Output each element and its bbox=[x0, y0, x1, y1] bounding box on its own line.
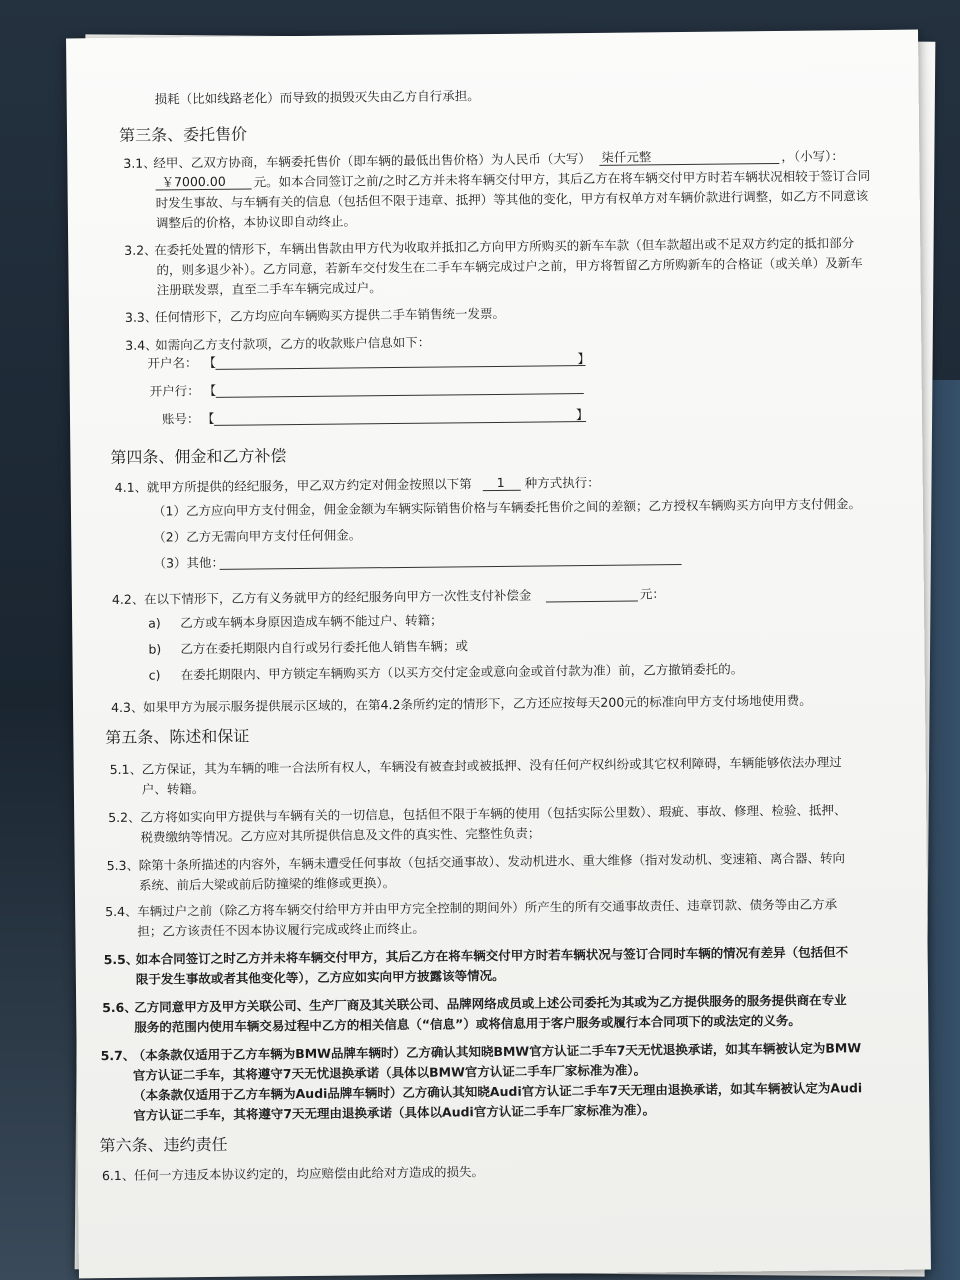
account-name-bracket-right: 】 bbox=[577, 350, 590, 367]
section-4-title: 第四条、佣金和乙方补偿 bbox=[110, 446, 287, 468]
clause-5-2-number: 5.2、 bbox=[108, 809, 141, 826]
clause-5-2-line1: 乙方将如实向甲方提供与车辆有关的一切信息，包括但不限于车辆的使用（包括实际公里数）、瑕疵、事故、修理、检验、抵押、 bbox=[140, 802, 847, 825]
account-name-field[interactable] bbox=[215, 349, 585, 370]
price-lower-field[interactable] bbox=[155, 173, 251, 191]
account-number-bracket-right: 】 bbox=[575, 407, 589, 423]
clause-5-6-number: 5.6、 bbox=[102, 999, 137, 1016]
clause-3-3-number: 3.3、 bbox=[124, 309, 158, 325]
clause-4-2-c-text: 在委托期限内、甲方锁定车辆购买方（以买方交付定金或意向金或首付款为准）前，乙方撤销委托的。 bbox=[180, 661, 744, 683]
clause-5-4-number: 5.4、 bbox=[105, 903, 138, 920]
clause-3-2-line2: 的，则多退少补）。乙方同意，若新车交付发生在二手车车辆完成过户之前，甲方将暂留乙方所购新车的合格证（或关单）及新车 bbox=[156, 255, 863, 278]
clause-3-4-number: 3.4、 bbox=[125, 337, 158, 353]
clause-4-2-a-text: 乙方或车辆本身原因造成车辆不能过户、转籍； bbox=[180, 612, 443, 631]
clause-5-3-number: 5.3、 bbox=[106, 857, 140, 874]
clause-5-1-line2: 户、转籍。 bbox=[141, 781, 205, 797]
clause-5-4-line1: 车辆过户之前（除乙方将车辆交付给甲方并由甲方完全控制的期间外）所产生的所有交通事故责任、违章罚款、债务等由乙方承 bbox=[137, 896, 838, 919]
clause-3-1-number: 3.1、 bbox=[123, 155, 156, 171]
clause-3-2-number: 3.2、 bbox=[124, 242, 157, 258]
section-3-title: 第三条、委托售价 bbox=[118, 124, 248, 145]
commission-option-1: （1）乙方应向甲方支付佣金，佣金金额为车辆实际销售价格与车辆委托售价之间的差额；乙方授权车辆购买方向甲方支付佣金。 bbox=[152, 496, 861, 519]
clause-3-1-line3: 时发生事故、与车辆有关的信息（包括但不限于违章、抵押）等其他的变化，甲方有权单方对车辆价款进行调整，如乙方不同意该 bbox=[155, 188, 869, 211]
commission-option-field[interactable] bbox=[483, 474, 521, 491]
section-5-title: 第五条、陈述和保证 bbox=[105, 726, 250, 748]
clause-5-7-number: 5.7、 bbox=[100, 1047, 136, 1064]
clause-5-3-line2: 系统、前后大梁或前后防撞梁的维修或更换）。 bbox=[138, 875, 396, 893]
clause-5-6-line1: 乙方同意甲方及甲方关联公司、生产厂商及其关联公司、品牌网络成员或上述公司委托为其或为乙方提供服务的服务提供商在专业 bbox=[134, 992, 847, 1015]
price-upper-field[interactable] bbox=[599, 147, 779, 166]
account-number-bracket-left: 【 bbox=[201, 410, 215, 427]
clause-3-2-line3: 注册联发票，直至二手车车辆完成过户。 bbox=[156, 280, 382, 298]
clause-5-5-line1: 如本合同签订之时乙方并未将车辆交付甲方，其后乙方在将车辆交付甲方时若车辆状况与签订合同时车辆的情况有差异（包括但不 bbox=[135, 944, 849, 967]
clause-5-7-line2: 官方认证二手车，其将遵守7天无忧退换承诺（具体以BMW官方认证二手车厂家标准为准）。 bbox=[132, 1062, 647, 1083]
clause-5-7-line4: 官方认证二手车，其将遵守7天无理由退换承诺（具体以Audi官方认证二手车厂家标准为准）。 bbox=[133, 1102, 656, 1123]
clause-3-2-line1: 在委托处置的情形下，车辆出售款由甲方代为收取并抵扣乙方向甲方所购买的新车车款（但车款超出或不足双方约定的抵扣部分 bbox=[154, 235, 855, 258]
clause-5-3-line1: 除第十条所描述的内容外，车辆未遭受任何事故（包括交通事故）、发动机进水、重大维修（指对发动机、变速箱、离合器、转向 bbox=[138, 850, 845, 873]
clause-4-2-b-text: 乙方在委托期限内自行或另行委托他人销售车辆；或 bbox=[180, 638, 468, 657]
account-bank-label: 开户行： bbox=[149, 383, 200, 399]
section-6-title: 第六条、违约责任 bbox=[99, 1134, 228, 1156]
clause-4-2-a-label: a) bbox=[148, 615, 161, 631]
clause-5-6-line2: 服务的范围内使用车辆交易过程中乙方的相关信息（“信息”）或将信息用于客户服务或履行本合同项下的或法定的义务。 bbox=[134, 1012, 801, 1035]
clause-5-4-line2: 担；乙方该责任不因本协议履行完成或终止而终止。 bbox=[137, 920, 425, 939]
clause-5-5-number: 5.5、 bbox=[103, 951, 139, 968]
clause-4-1-number: 4.1、 bbox=[114, 479, 148, 495]
clause-3-1-text: 经甲、乙双方协商，车辆委托售价（即车辆的最低出售价格）为人民币（大写） bbox=[153, 150, 591, 171]
clause-4-3-line1: 如果甲方为展示服务提供展示区域的，在第4.2条所约定的情形下，乙方还应按每天200元的标准向甲方支付场地使用费。 bbox=[142, 692, 812, 715]
clause-5-2-line2: 税费缴纳等情况。乙方应对其所提供信息及文件的真实性、完整性负责； bbox=[140, 825, 541, 845]
commission-option-3: （3）其他： bbox=[153, 554, 225, 571]
clause-5-1-line1: 乙方保证，其为车辆的唯一合法所有权人，车辆没有被查封或被抵押、没有任何产权纠纷或其它权利障碍，车辆能够依法办理过 bbox=[141, 754, 842, 777]
commission-option-2: （2）乙方无需向甲方支付任何佣金。 bbox=[153, 527, 362, 545]
account-number-field[interactable] bbox=[214, 405, 586, 426]
price-upper-value: 柒仟元整 bbox=[601, 149, 652, 165]
account-number-label: 账号： bbox=[161, 411, 200, 427]
account-name-bracket-left: 【 bbox=[203, 354, 217, 371]
clause-5-1-number: 5.1、 bbox=[109, 761, 143, 778]
clause-5-7-line3: （本条款仅适用于乙方车辆为Audi品牌车辆时）乙方确认其知晓Audi官方认证二手车7天无理由退换承诺，如其车辆被认定为Audi bbox=[133, 1080, 863, 1103]
clause-4-2-text: 在以下情形下，乙方有义务就甲方的经纪服务向甲方一次性支付补偿金 bbox=[143, 587, 532, 607]
clause-3-1-lower-label: ，（小写）： bbox=[781, 148, 844, 164]
clause-5-5-line2: 限于发生事故或者其他变化等），乙方应如实向甲方披露该等情况。 bbox=[135, 967, 505, 987]
clause-3-4-line1: 如需向乙方支付款项，乙方的收款账户信息如下： bbox=[155, 334, 431, 353]
clause-4-2-number: 4.2、 bbox=[111, 591, 145, 608]
clause-4-2-b-label: b) bbox=[148, 641, 162, 657]
clause-3-1-line2: 元。如本合同签订之前/之时乙方并未将车辆交付甲方，其后乙方在将车辆交付甲方时若车辆状况相较于签订合同 bbox=[253, 168, 871, 190]
compensation-amount-field[interactable] bbox=[546, 585, 638, 603]
account-bank-field[interactable] bbox=[216, 377, 584, 398]
clause-4-2-c-label: c) bbox=[148, 667, 161, 683]
price-lower-value: ￥7000.00 bbox=[161, 173, 226, 190]
clause-6-1-line1: 任何一方违反本协议约定的，均应赔偿由此给对方造成的损失。 bbox=[133, 1164, 485, 1183]
clause-4-2-suffix: 元： bbox=[639, 586, 665, 602]
clause-4-1-text: 就甲方所提供的经纪服务，甲乙双方约定对佣金按照以下第 bbox=[146, 476, 472, 495]
clause-3-3-line1: 任何情形下，乙方均应向车辆购买方提供二手车销售统一发票。 bbox=[154, 305, 506, 325]
clause-4-3-number: 4.3、 bbox=[110, 699, 144, 716]
clause-6-1-number: 6.1、 bbox=[101, 1167, 135, 1184]
commission-option-value: 1 bbox=[496, 474, 505, 490]
clause-4-1-suffix: 种方式执行： bbox=[524, 474, 600, 491]
account-bank-bracket-left: 【 bbox=[203, 382, 217, 399]
account-name-label: 开户名： bbox=[147, 355, 198, 371]
contract-page bbox=[66, 30, 931, 1279]
clause-5-7-line1: （本条款仅适用于乙方车辆为BMW品牌车辆时）乙方确认其知晓BMW官方认证二手车7天无忧退换承诺，如其车辆被认定为BMW bbox=[132, 1040, 862, 1063]
clause-3-1-line4: 调整后的价格，本协议即自动终止。 bbox=[155, 213, 357, 231]
commission-other-field[interactable] bbox=[219, 548, 681, 570]
carryover-line: 损耗（比如线路老化）而导致的损毁灭失由乙方自行承担。 bbox=[154, 88, 480, 107]
